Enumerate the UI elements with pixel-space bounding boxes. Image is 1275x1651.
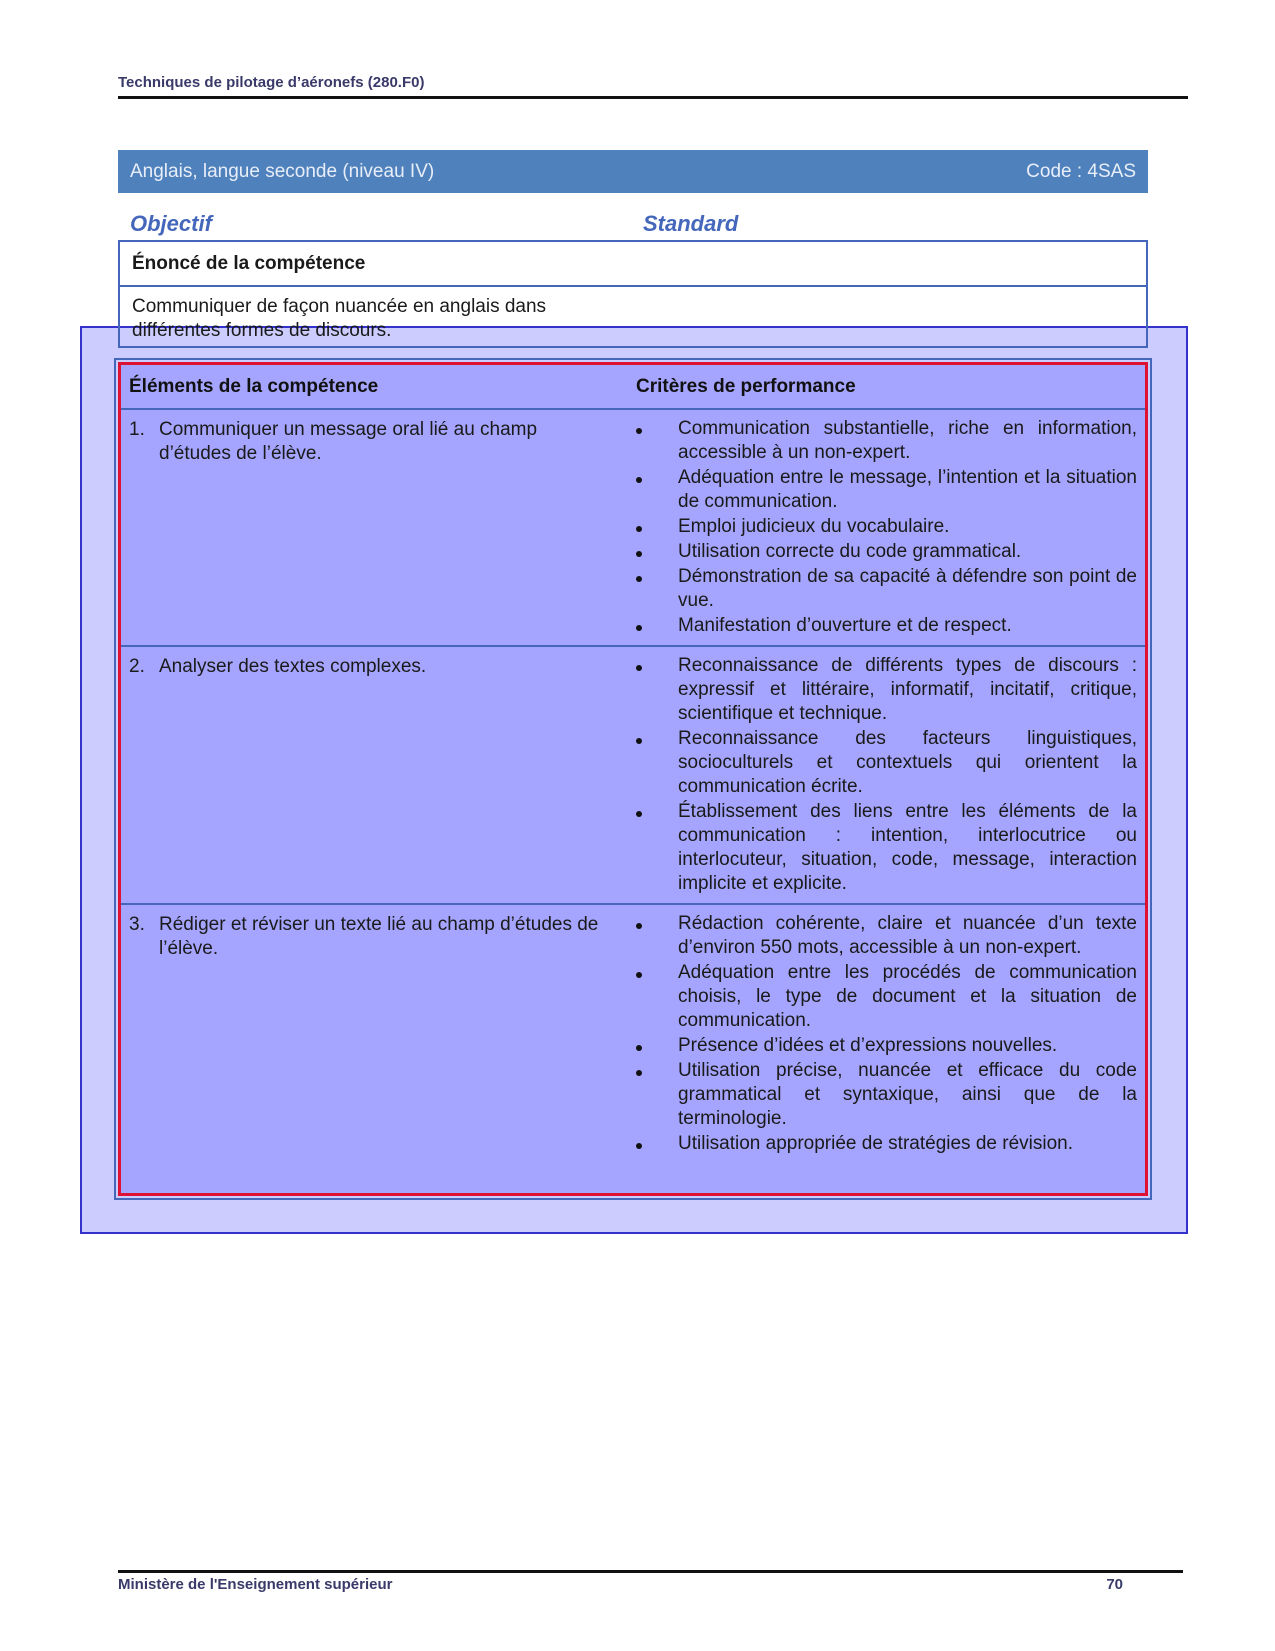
criterion-item	[636, 1132, 1137, 1156]
criteres-heading: Critères de performance	[636, 375, 856, 397]
criterion-text: Démonstration de sa capacité à défendre son point de vue.	[678, 566, 1137, 611]
page-number: 70	[1106, 1576, 1123, 1593]
element-cell	[121, 905, 636, 1163]
criterion-item	[636, 654, 1137, 726]
bullet-icon	[636, 654, 678, 726]
criterion-item	[636, 417, 1137, 465]
criterion-text: Emploi judicieux du vocabulaire.	[678, 516, 950, 537]
competence-table	[118, 362, 1148, 1196]
criterion-item	[636, 912, 1137, 960]
criterion-text: Adéquation entre les procédés de communication choisis, le type de document et la situation de communication.	[678, 962, 1137, 1031]
footer-ministry: Ministère de l'Enseignement supérieur	[118, 1576, 393, 1593]
criteria-cell	[636, 647, 1145, 903]
bullet-icon	[636, 961, 678, 1033]
criterion-text: Utilisation précise, nuancée et efficace du code grammatical et syntaxique, ainsi que de la terminologie.	[678, 1060, 1137, 1129]
running-header: Techniques de pilotage d’aéronefs (280.F0)	[118, 74, 425, 91]
bullet-icon	[636, 565, 678, 613]
criterion-text: Établissement des liens entre les éléments de la communication : intention, interlocutrice ou interlocuteur, situation, code, message, interaction implicite et explicite.	[678, 801, 1137, 894]
enonce-text: Communiquer de façon nuancée en anglais dans différentes formes de discours.	[132, 296, 547, 341]
bullet-icon	[636, 1132, 678, 1156]
element-number: 2.	[129, 656, 145, 677]
header-rule	[118, 96, 1188, 99]
element-cell	[121, 410, 636, 645]
criterion-item	[636, 961, 1137, 1033]
criterion-item	[636, 466, 1137, 514]
elements-heading: Éléments de la compétence	[129, 375, 379, 397]
course-title: Anglais, langue seconde (niveau IV)	[130, 160, 435, 182]
course-bar	[118, 150, 1148, 193]
criterion-text: Rédaction cohérente, claire et nuancée d’un texte d’environ 550 mots, accessible à un non-expert.	[678, 913, 1137, 958]
criteria-cell	[636, 905, 1145, 1163]
criterion-text: Reconnaissance des facteurs linguistiques, socioculturels et contextuels qui orientent la communication écrite.	[678, 728, 1137, 797]
element-number: 1.	[129, 419, 145, 440]
criterion-item	[636, 614, 1137, 638]
criterion-item	[636, 565, 1137, 613]
table-body	[121, 410, 1145, 1163]
criterion-text: Utilisation appropriée de stratégies de révision.	[678, 1133, 1073, 1154]
enonce-heading: Énoncé de la compétence	[120, 242, 1146, 287]
element-text: Rédiger et réviser un texte lié au champ d’études de l’élève.	[159, 914, 599, 959]
criterion-text: Manifestation d’ouverture et de respect.	[678, 615, 1012, 636]
criterion-item	[636, 800, 1137, 896]
bullet-icon	[636, 417, 678, 465]
table-row	[121, 905, 1145, 1163]
standard-label: Standard	[643, 211, 739, 236]
course-code: Code : 4SAS	[1026, 160, 1136, 182]
bullet-icon	[636, 466, 678, 514]
criterion-text: Reconnaissance de différents types de discours : expressif et littéraire, informatif, incitatif, critique, scientifique et technique.	[678, 655, 1137, 724]
bullet-icon	[636, 1034, 678, 1058]
element-text: Analyser des textes complexes.	[159, 656, 427, 677]
bullet-icon	[636, 1059, 678, 1131]
table-row	[121, 647, 1145, 905]
enonce-box	[118, 240, 1148, 348]
bullet-icon	[636, 515, 678, 539]
criteria-cell	[636, 410, 1145, 645]
bullet-icon	[636, 540, 678, 564]
running-footer	[118, 1576, 1123, 1593]
criterion-text: Présence d’idées et d’expressions nouvelles.	[678, 1035, 1058, 1056]
bullet-icon	[636, 912, 678, 960]
element-number: 3.	[129, 914, 145, 935]
bullet-icon	[636, 800, 678, 896]
table-row	[121, 410, 1145, 647]
element-cell	[121, 647, 636, 903]
bullet-icon	[636, 727, 678, 799]
criterion-item	[636, 515, 1137, 539]
footer-rule	[118, 1570, 1183, 1573]
criterion-text: Adéquation entre le message, l’intention et la situation de communication.	[678, 467, 1137, 512]
bullet-icon	[636, 614, 678, 638]
criterion-item	[636, 727, 1137, 799]
criterion-item	[636, 1059, 1137, 1131]
table-header	[121, 365, 1145, 410]
element-text: Communiquer un message oral lié au champ d’études de l’élève.	[159, 419, 538, 464]
criterion-item	[636, 1034, 1137, 1058]
criterion-text: Communication substantielle, riche en information, accessible à un non-expert.	[678, 418, 1137, 463]
criterion-item	[636, 540, 1137, 564]
objectif-label: Objectif	[130, 211, 212, 236]
criterion-text: Utilisation correcte du code grammatical.	[678, 541, 1022, 562]
